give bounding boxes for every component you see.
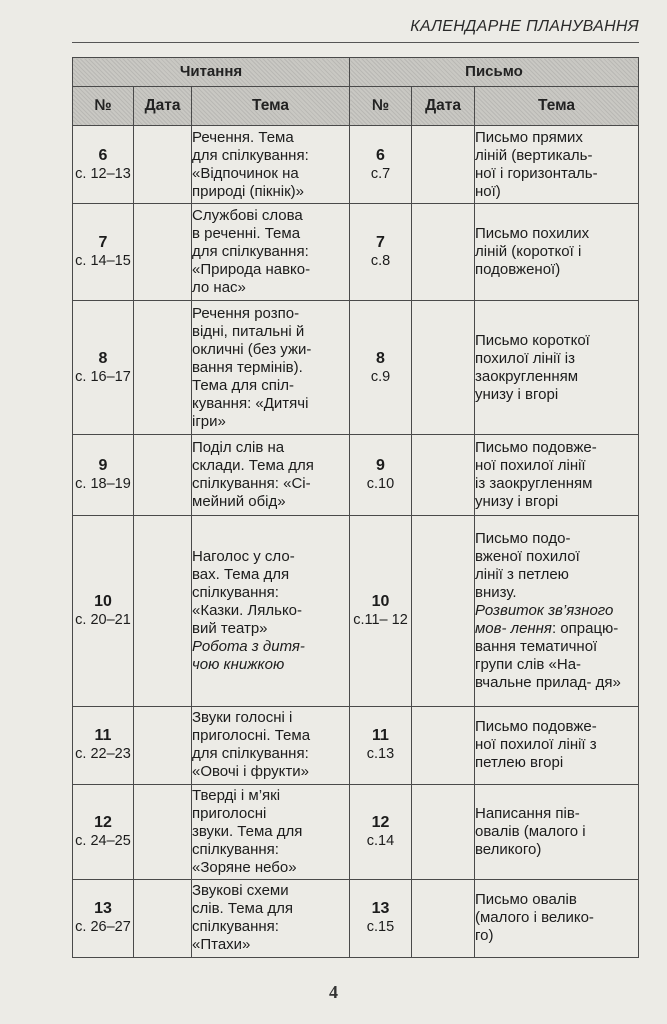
lesson-number: 11 <box>372 727 389 745</box>
topic-line: подовженої) <box>475 261 561 279</box>
topic-line: заокругленням <box>475 367 579 385</box>
topic-line: Речення розпо- <box>192 304 300 322</box>
topic-line: Поділ слів на <box>192 439 285 457</box>
running-head: КАЛЕНДАРНЕ ПЛАНУВАННЯ <box>410 18 639 35</box>
table-row <box>73 706 639 784</box>
topic-line: в реченні. Тема <box>192 225 301 243</box>
reading-lesson-cell <box>73 204 134 300</box>
topic-line: природі (пікнік)» <box>192 182 304 200</box>
reading-date-cell <box>134 879 192 957</box>
writing-topic-cell <box>475 706 639 784</box>
topic-line: ної і горизонталь- <box>475 164 598 182</box>
topic-line: Тверді і м’які <box>192 786 281 804</box>
writing-lesson-cell <box>350 204 412 300</box>
reading-topic-cell <box>192 300 350 435</box>
col-header-date-reading: Дата <box>134 87 192 126</box>
writing-topic-cell <box>475 204 639 300</box>
header-rule <box>72 42 639 43</box>
topic-line: спілкування: <box>192 840 279 858</box>
topic-line: Написання пів- <box>475 804 580 822</box>
topic-line: слів. Тема для <box>192 900 294 918</box>
writing-topic-cell <box>475 435 639 515</box>
topic-line: «Зоряне небо» <box>192 858 297 876</box>
topic-line: вженої похилої <box>475 547 580 565</box>
topic-line: ліній (вертикаль- <box>475 146 593 164</box>
col-header-topic-writing: Тема <box>475 87 639 126</box>
topic-line: унизу і вгорі <box>475 493 559 511</box>
reading-date-cell <box>134 706 192 784</box>
topic-line: спілкування: <box>192 918 279 936</box>
table-row <box>73 879 639 957</box>
writing-date-cell <box>412 435 475 515</box>
topic-line: для спілкування: <box>192 243 309 261</box>
topic-line: «Природа навко- <box>192 261 311 279</box>
topic-line: спілкування: «Сі- <box>192 475 311 493</box>
reading-topic-cell <box>192 435 350 515</box>
topic-line: Письмо короткої <box>475 331 590 349</box>
topic-italic: Розвиток зв’язного мов- лення <box>475 601 614 637</box>
page-ref: с. 22–23 <box>75 746 131 763</box>
lesson-number: 11 <box>94 727 112 745</box>
topic-line: приголосні. Тема <box>192 727 311 745</box>
writing-date-cell <box>412 300 475 435</box>
reading-lesson-cell <box>73 515 134 706</box>
writing-topic-cell <box>475 126 639 204</box>
topic-line: вах. Тема для <box>192 565 290 583</box>
page-ref: с. 18–19 <box>75 476 131 493</box>
reading-topic-cell <box>192 706 350 784</box>
page-ref: с.11– 12 <box>353 611 408 628</box>
reading-topic-cell <box>192 879 350 957</box>
table-row <box>73 300 639 435</box>
topic-line: склади. Тема для <box>192 457 314 475</box>
topic-line: із заокругленням <box>475 475 593 493</box>
topic-line: кування: «Дитячі <box>192 394 309 412</box>
lesson-number: 6 <box>98 146 108 164</box>
page-number: 4 <box>329 982 338 1002</box>
topic-line: для спілкування: <box>192 745 309 763</box>
lesson-number: 12 <box>94 813 112 831</box>
lesson-number: 12 <box>371 813 390 831</box>
reading-topic-cell <box>192 515 350 706</box>
writing-lesson-cell <box>350 435 412 515</box>
col-header-date-writing: Дата <box>412 87 475 126</box>
lesson-number: 8 <box>376 349 385 367</box>
reading-lesson-cell <box>73 300 134 435</box>
reading-date-cell <box>134 785 192 879</box>
topic-line: Письмо подовже- <box>475 439 597 457</box>
topic-line-italic: чою книжкою <box>192 655 285 673</box>
writing-date-cell <box>412 126 475 204</box>
topic-line: петлею вгорі <box>475 754 564 772</box>
writing-topic-cell <box>475 515 639 706</box>
topic-line: для спілкування: <box>192 146 309 164</box>
topic-line: Тема для спіл- <box>192 376 294 394</box>
page-ref: с.7 <box>370 165 391 182</box>
topic-rest <box>475 602 638 692</box>
page-ref: с. 16–17 <box>75 368 131 385</box>
page-ref: с. 14–15 <box>75 253 131 270</box>
reading-lesson-cell <box>73 126 134 204</box>
page-ref: с. 12–13 <box>75 165 131 182</box>
writing-date-cell <box>412 515 475 706</box>
topic-line: «Птахи» <box>192 936 251 954</box>
lesson-number: 10 <box>371 592 390 610</box>
topic-tail: : опрацю- вання тематичної групи слів «На- вчальне прилад- дя» <box>475 619 621 691</box>
topic-line: (малого і велико- <box>475 909 594 927</box>
topic-line-italic: Робота з дитя- <box>192 637 305 655</box>
topic-line: ної) <box>475 182 501 200</box>
lesson-number: 8 <box>98 349 108 367</box>
topic-line: «Казки. Лялько- <box>192 601 303 619</box>
lesson-number: 10 <box>94 592 112 610</box>
reading-lesson-cell <box>73 879 134 957</box>
calendar-plan-table <box>72 57 639 958</box>
topic-line: го) <box>475 927 494 945</box>
page-ref: с.10 <box>366 476 395 493</box>
writing-lesson-cell <box>350 785 412 879</box>
topic-line: Звукові схеми <box>192 882 289 900</box>
reading-date-cell <box>134 515 192 706</box>
topic-line: ігри» <box>192 412 226 430</box>
reading-topic-cell <box>192 126 350 204</box>
reading-lesson-cell <box>73 435 134 515</box>
topic-line: Письмо подо- <box>475 529 571 547</box>
table-row <box>73 435 639 515</box>
table-body <box>73 126 639 958</box>
topic-line: Письмо подовже- <box>475 718 597 736</box>
writing-lesson-cell <box>350 126 412 204</box>
col-header-num-reading: № <box>73 87 134 126</box>
lesson-number: 7 <box>376 234 385 252</box>
writing-date-cell <box>412 879 475 957</box>
reading-date-cell <box>134 300 192 435</box>
table-row <box>73 515 639 706</box>
topic-line: ної похилої лінії з <box>475 736 597 754</box>
topic-line: вання термінів). <box>192 358 303 376</box>
topic-line: вий театр» <box>192 619 268 637</box>
page-ref: с.9 <box>370 368 391 385</box>
page-ref: с. 26–27 <box>75 919 131 936</box>
topic-line: приголосні <box>192 804 267 822</box>
topic-line: окличні (без ужи- <box>192 340 312 358</box>
writing-date-cell <box>412 204 475 300</box>
reading-date-cell <box>134 204 192 300</box>
page-ref: с.13 <box>366 746 395 763</box>
topic-line: лінії з петлею <box>475 565 569 583</box>
writing-topic-cell <box>475 879 639 957</box>
topic-line: Письмо прямих <box>475 128 583 146</box>
topic-line: овалів (малого і <box>475 822 586 840</box>
topic-line: відні, питальні й <box>192 322 305 340</box>
reading-topic-cell <box>192 204 350 300</box>
page-ref: с.8 <box>370 253 391 270</box>
lesson-number: 9 <box>376 457 385 475</box>
topic-line: похилої лінії із <box>475 349 576 367</box>
lesson-number: 7 <box>98 234 108 252</box>
writing-topic-cell <box>475 300 639 435</box>
writing-lesson-cell <box>350 706 412 784</box>
col-header-topic-reading: Тема <box>192 87 350 126</box>
page-ref: с. 20–21 <box>75 611 131 628</box>
writing-lesson-cell <box>350 300 412 435</box>
topic-line: унизу і вгорі <box>475 385 559 403</box>
reading-lesson-cell <box>73 785 134 879</box>
table-row <box>73 785 639 879</box>
group-header-writing: Письмо <box>350 58 639 87</box>
topic-line: ної похилої лінії <box>475 457 586 475</box>
reading-date-cell <box>134 126 192 204</box>
table-row <box>73 126 639 204</box>
topic-line: ліній (короткої і <box>475 243 582 261</box>
lesson-number: 9 <box>98 457 108 475</box>
writing-lesson-cell <box>350 515 412 706</box>
reading-lesson-cell <box>73 706 134 784</box>
topic-line: Письмо похилих <box>475 225 590 243</box>
writing-date-cell <box>412 706 475 784</box>
page-ref: с. 24–25 <box>75 832 131 849</box>
writing-topic-cell <box>475 785 639 879</box>
writing-lesson-cell <box>350 879 412 957</box>
topic-line: Звуки голосні і <box>192 709 293 727</box>
topic-line: Речення. Тема <box>192 128 294 146</box>
topic-line: великого) <box>475 840 542 858</box>
topic-line: звуки. Тема для <box>192 822 303 840</box>
page-ref: с.15 <box>366 919 395 936</box>
topic-line: мейний обід» <box>192 493 286 511</box>
table-row <box>73 204 639 300</box>
topic-line: Наголос у сло- <box>192 547 295 565</box>
topic-line: внизу. <box>475 583 517 601</box>
page-ref: с.14 <box>366 832 395 849</box>
lesson-number: 6 <box>376 146 385 164</box>
topic-line: «Овочі і фрукти» <box>192 763 309 781</box>
topic-line: «Відпочинок на <box>192 164 299 182</box>
col-header-num-writing: № <box>350 87 412 126</box>
writing-date-cell <box>412 785 475 879</box>
topic-line: Службові слова <box>192 207 303 225</box>
lesson-number: 13 <box>371 900 390 918</box>
group-header-reading: Читання <box>73 58 350 87</box>
topic-line: Письмо овалів <box>475 891 577 909</box>
lesson-number: 13 <box>94 900 112 918</box>
reading-date-cell <box>134 435 192 515</box>
topic-line: ло нас» <box>192 279 246 297</box>
reading-topic-cell <box>192 785 350 879</box>
topic-line: спілкування: <box>192 583 279 601</box>
